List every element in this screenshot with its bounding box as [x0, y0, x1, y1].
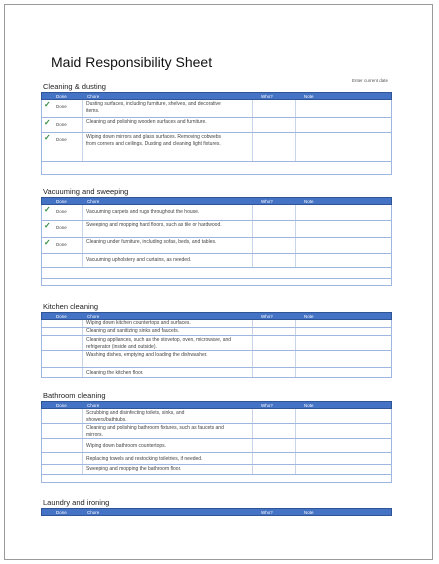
col-done: Done [56, 510, 67, 515]
col-chore: Chore [87, 510, 100, 515]
check-icon[interactable]: ✓ [44, 238, 51, 247]
section-cleaning-dusting [41, 81, 392, 175]
chore-text: Washing dishes, emptying and loading the dishwasher. [86, 352, 208, 358]
chore-text: Dusting surfaces, including furniture, shelves, and decorative items. [86, 101, 221, 114]
chore-text: Cleaning under furniture, including sofas, beds, and tables. [86, 239, 217, 245]
table-row[interactable] [42, 439, 391, 453]
chore-text: Vacuuming upholstery and curtains, as needed. [86, 257, 192, 263]
col-done: Done [56, 314, 67, 319]
chore-text: Scrubbing and disinfecting toilets, sinks, and showers/bathtubs. [86, 410, 185, 423]
col-note: Note [304, 314, 314, 319]
chore-text: Sweeping and mopping hard floors, such as tile or hardwood. [86, 222, 222, 228]
section-title: Bathroom cleaning [43, 391, 106, 400]
done-label: Done [56, 122, 67, 127]
section-laundry-ironing [41, 497, 392, 516]
col-note: Note [304, 510, 314, 515]
table-row[interactable] [42, 336, 391, 351]
table-row[interactable] [42, 320, 391, 328]
col-who: Who? [261, 510, 273, 515]
check-icon[interactable]: ✓ [44, 221, 51, 230]
table-header [41, 312, 392, 320]
done-label: Done [56, 242, 67, 247]
check-icon[interactable]: ✓ [44, 100, 51, 109]
table-row[interactable] [42, 409, 391, 424]
check-icon[interactable]: ✓ [44, 133, 51, 142]
chore-text: Wiping down bathroom countertops. [86, 443, 167, 449]
section-bathroom-cleaning [41, 390, 392, 483]
table-row[interactable] [42, 328, 391, 336]
chore-text: Cleaning the kitchen floor. [86, 370, 144, 376]
col-done: Done [56, 199, 67, 204]
chore-text: Cleaning appliances, such as the stovetop, oven, microwave, and refrigerator (inside and outside). [86, 337, 232, 350]
col-who: Who? [261, 403, 273, 408]
table-row[interactable] [42, 368, 391, 378]
col-done: Done [56, 403, 67, 408]
table-header [41, 92, 392, 100]
chore-text: Cleaning and sanitizing sinks and faucets. [86, 328, 180, 334]
section-title: Kitchen cleaning [43, 302, 99, 311]
done-label: Done [56, 209, 67, 214]
col-done: Done [56, 94, 67, 99]
section-kitchen-cleaning [41, 301, 392, 378]
table-row[interactable] [42, 465, 391, 475]
table-row[interactable] [42, 238, 391, 254]
table-row[interactable] [42, 118, 391, 133]
col-chore: Chore [87, 403, 100, 408]
table-row[interactable] [42, 100, 391, 118]
chore-text: Wiping down kitchen countertops and surfaces. [86, 320, 191, 326]
col-who: Who? [261, 94, 273, 99]
chore-text: Sweeping and mopping the bathroom floor. [86, 466, 182, 472]
chore-text: Vacuuming carpets and rugs throughout the house. [86, 209, 200, 215]
page-title: Maid Responsibility Sheet [51, 54, 213, 70]
col-who: Who? [261, 314, 273, 319]
col-note: Note [304, 94, 314, 99]
table-row[interactable] [42, 133, 391, 162]
table-row[interactable] [42, 351, 391, 368]
check-icon[interactable]: ✓ [44, 118, 51, 127]
chore-text: Replacing towels and restocking toiletries, if needed. [86, 456, 203, 462]
table-header [41, 401, 392, 409]
check-icon[interactable]: ✓ [44, 205, 51, 214]
col-note: Note [304, 199, 314, 204]
col-chore: Chore [87, 199, 100, 204]
section-title: Vacuuming and sweeping [43, 187, 129, 196]
table-row[interactable] [42, 453, 391, 465]
chore-text: Cleaning and polishing wooden surfaces and furniture. [86, 119, 207, 125]
chore-text: Cleaning and polishing bathroom fixtures, such as faucets and mirrors. [86, 425, 224, 438]
section-title: Cleaning & dusting [43, 82, 106, 91]
table-row[interactable] [42, 221, 391, 238]
done-label: Done [56, 104, 67, 109]
done-label: Done [56, 225, 67, 230]
section-title: Laundry and ironing [43, 498, 110, 507]
table-header [41, 197, 392, 205]
table-row[interactable] [42, 205, 391, 221]
table-row[interactable] [42, 254, 391, 268]
date-hint[interactable]: Enter current date [351, 78, 388, 83]
col-note: Note [304, 403, 314, 408]
col-chore: Chore [87, 314, 100, 319]
table-row[interactable] [42, 424, 391, 439]
col-chore: Chore [87, 94, 100, 99]
done-label: Done [56, 137, 67, 142]
col-who: Who? [261, 199, 273, 204]
chore-text: Wiping down mirrors and glass surfaces. Removing cobwebs from corners and ceilings. Dusting and cleaning light fixtures. [86, 134, 222, 147]
section-vacuuming-sweeping [41, 186, 392, 286]
table-header [41, 508, 392, 516]
